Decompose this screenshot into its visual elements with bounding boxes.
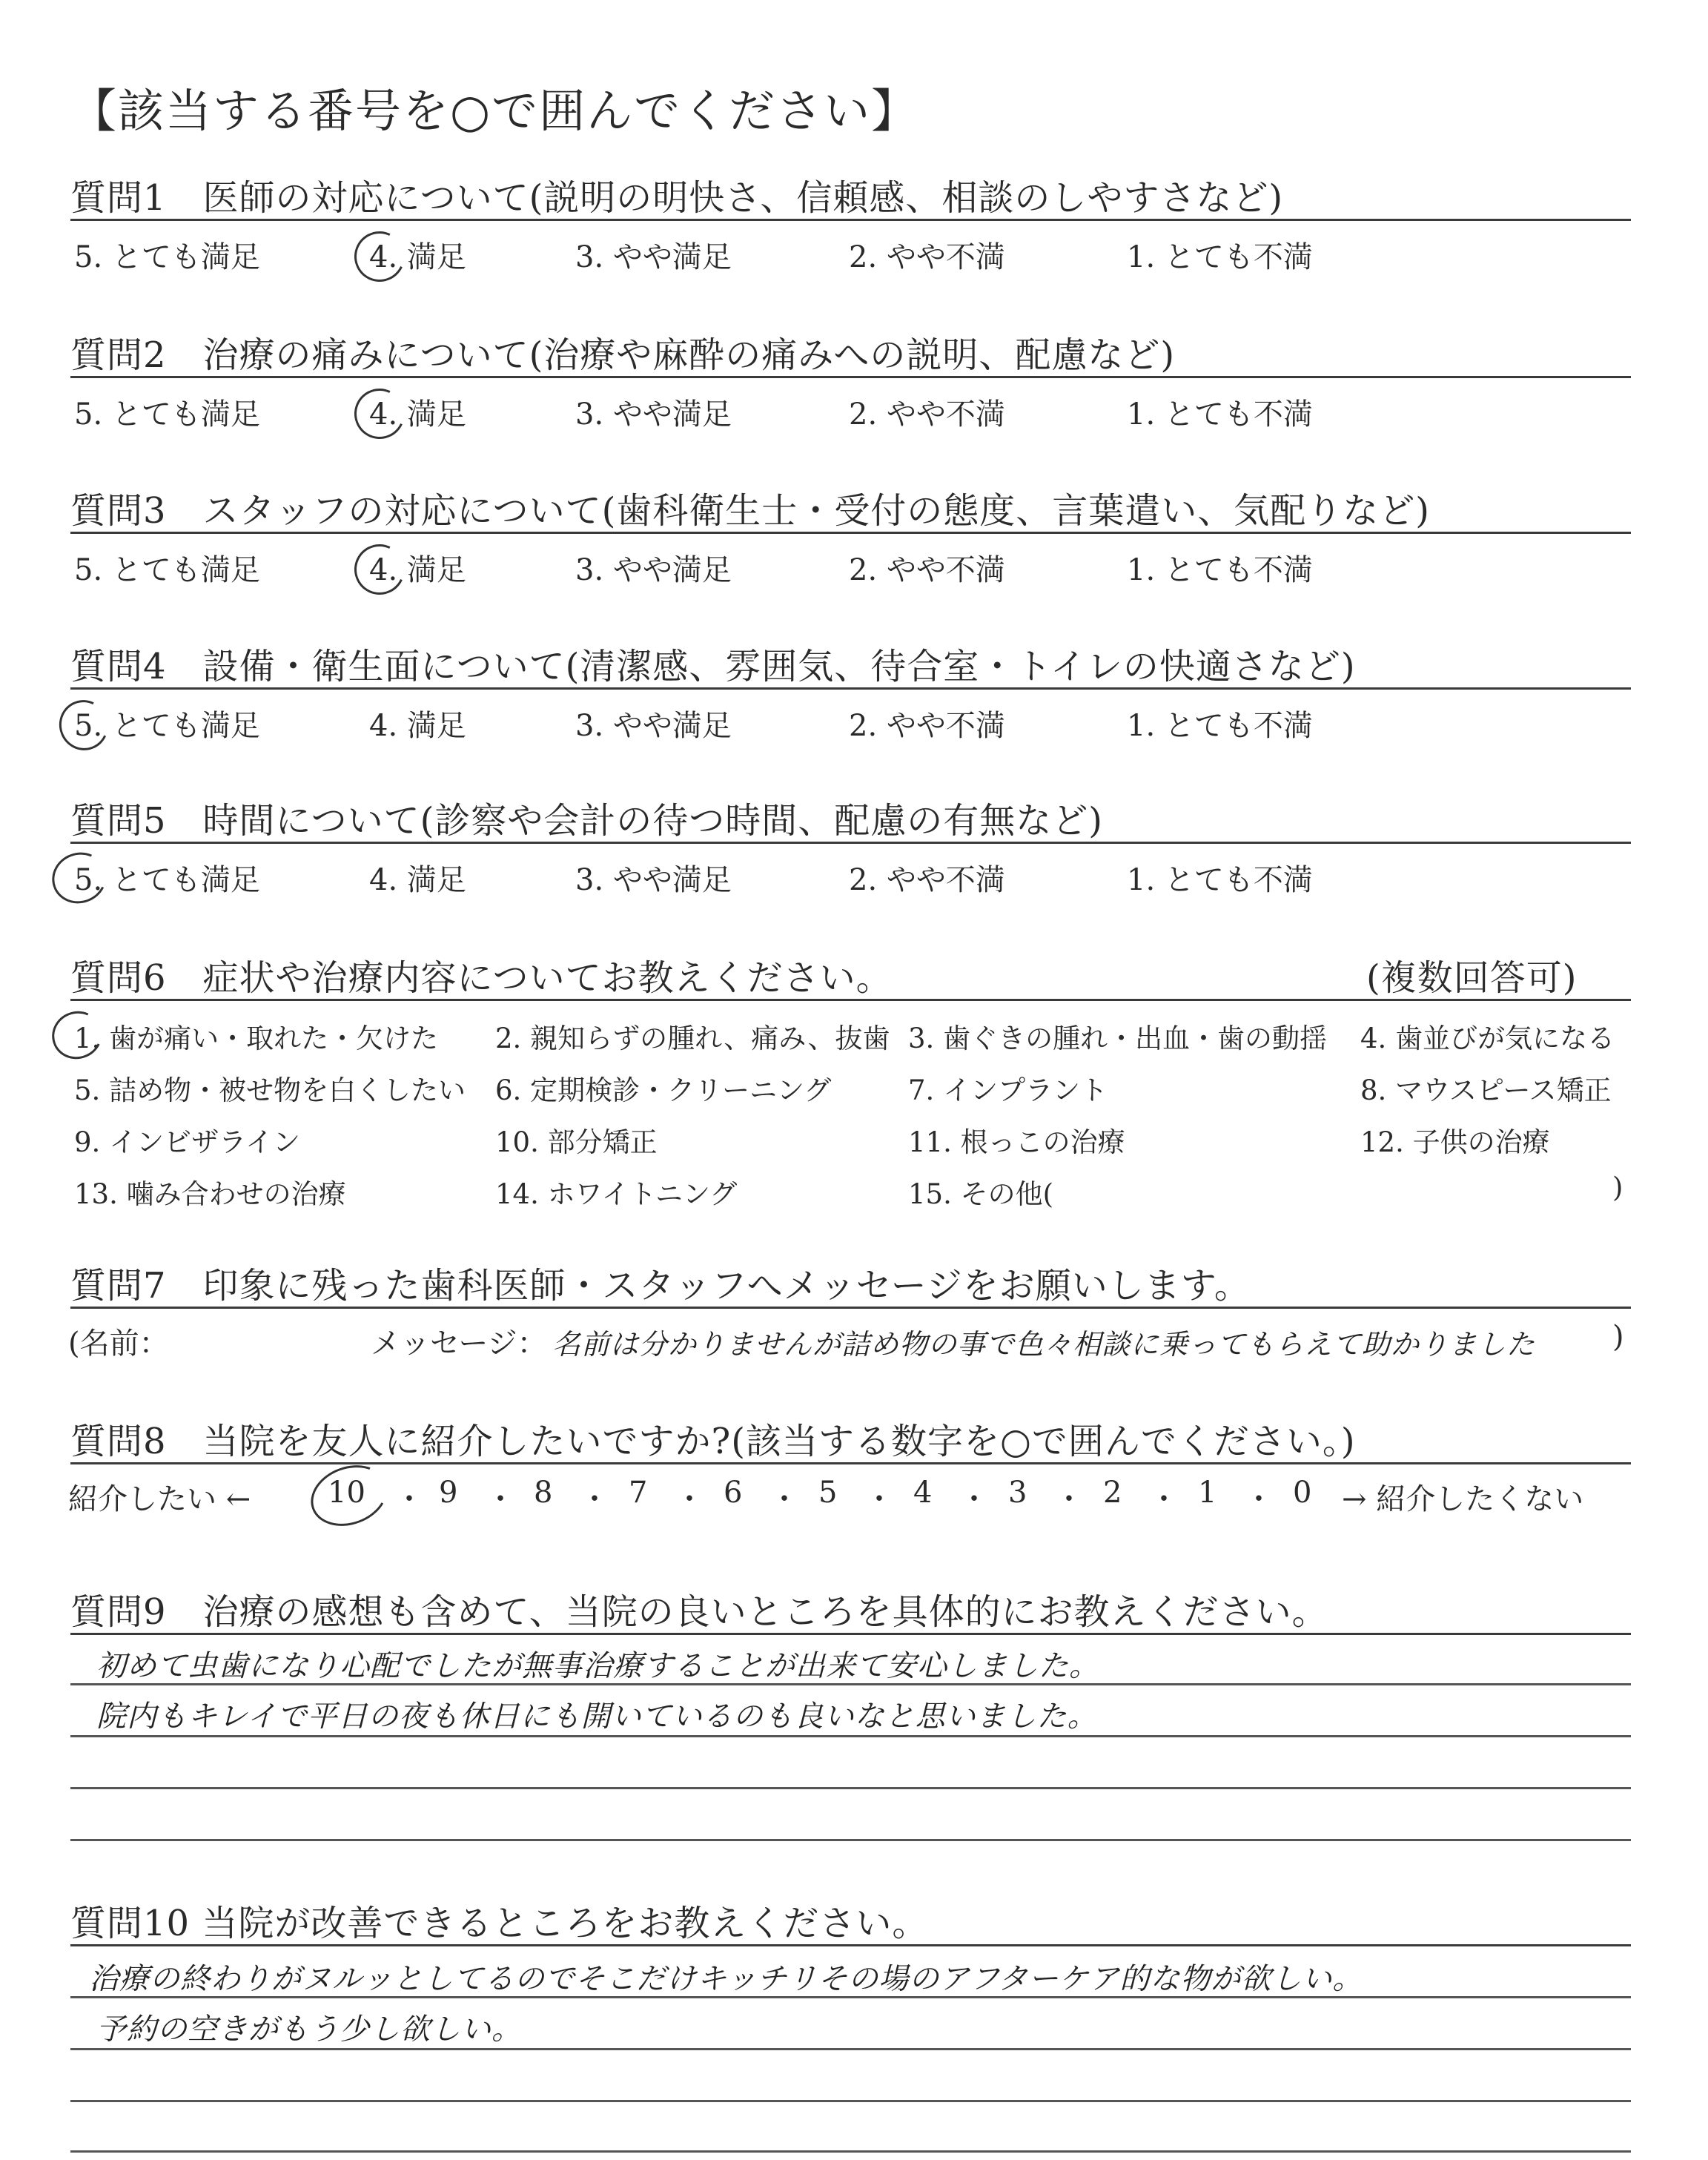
q10-writing-line xyxy=(70,1996,1631,1998)
q10-answer-line-1[interactable]: 治療の終わりがヌルッとしてるのでそこだけキッチリその場のアフターケア的な物が欲しい。 xyxy=(89,1962,1363,1996)
q1-option-2[interactable]: 2. やや不満 xyxy=(849,240,1005,274)
q8-dot: ・ xyxy=(864,1482,894,1516)
q8-score-7[interactable]: 7 xyxy=(629,1476,648,1510)
q3-option-2[interactable]: 2. やや不満 xyxy=(849,553,1005,587)
question-8-heading: 質問8 当院を友人に紹介したいですか?(該当する数字を○で囲んでください。) xyxy=(70,1421,1356,1462)
q4-option-2[interactable]: 2. やや不満 xyxy=(849,709,1005,743)
question-6-note: (複数回答可) xyxy=(1366,957,1578,999)
q6-option-7[interactable]: 7. インプラント xyxy=(908,1074,1108,1106)
question-10-rule xyxy=(70,1944,1631,1946)
q3-option-1[interactable]: 1. とても不満 xyxy=(1127,553,1313,587)
q6-option-12[interactable]: 12. 子供の治療 xyxy=(1360,1126,1550,1158)
q5-option-5[interactable]: 5. とても満足 xyxy=(74,863,260,897)
question-7-rule xyxy=(70,1307,1631,1309)
q10-writing-line xyxy=(70,2150,1631,2153)
q8-dot: ・ xyxy=(394,1482,424,1516)
q2-option-1[interactable]: 1. とても不満 xyxy=(1127,397,1313,432)
q9-writing-line xyxy=(70,1839,1631,1841)
q6-option-2[interactable]: 2. 親知らずの腫れ、痛み、抜歯 xyxy=(495,1023,890,1054)
q6-option-11[interactable]: 11. 根っこの治療 xyxy=(908,1126,1125,1158)
q9-writing-line xyxy=(70,1787,1631,1789)
q8-score-4[interactable]: 4 xyxy=(913,1476,933,1510)
q8-score-1[interactable]: 1 xyxy=(1198,1476,1217,1510)
q10-writing-line xyxy=(70,2100,1631,2102)
question-10-heading: 質問10 当院が改善できるところをお教えください。 xyxy=(70,1903,929,1944)
q5-selection-circle xyxy=(45,845,114,911)
q8-score-6[interactable]: 6 xyxy=(724,1476,743,1510)
q6-option-6[interactable]: 6. 定期検診・クリーニング xyxy=(495,1074,832,1106)
q10-writing-line xyxy=(70,2048,1631,2050)
q6-option-5[interactable]: 5. 詰め物・被せ物を白くしたい xyxy=(74,1074,466,1106)
q8-dot: ・ xyxy=(959,1482,989,1516)
form-title: 【該当する番号を○で囲んでください】 xyxy=(70,84,919,138)
q7-close-paren: ) xyxy=(1612,1320,1624,1354)
question-9-heading: 質問9 治療の感想も含めて、当院の良いところを具体的にお教えください。 xyxy=(70,1591,1328,1633)
q4-option-1[interactable]: 1. とても不満 xyxy=(1127,709,1313,743)
q8-dot: ・ xyxy=(486,1482,515,1516)
q1-option-4[interactable]: 4. 満足 xyxy=(369,240,466,274)
question-2-heading: 質問2 治療の痛みについて(治療や麻酔の痛みへの説明、配慮など) xyxy=(70,334,1176,376)
q7-message-label: メッセージ： xyxy=(371,1327,547,1361)
q2-option-5[interactable]: 5. とても満足 xyxy=(74,397,260,432)
q8-score-9[interactable]: 9 xyxy=(439,1476,458,1510)
q10-answer-line-2[interactable]: 予約の空きがもう少し欲しい。 xyxy=(96,2012,522,2047)
q8-left-label: 紹介したい ← xyxy=(68,1482,251,1516)
q5-option-2[interactable]: 2. やや不満 xyxy=(849,863,1005,897)
q2-option-2[interactable]: 2. やや不満 xyxy=(849,397,1005,432)
q4-option-3[interactable]: 3. やや満足 xyxy=(575,709,732,743)
q1-option-5[interactable]: 5. とても満足 xyxy=(74,240,260,274)
q8-dot: ・ xyxy=(675,1482,704,1516)
question-3-heading: 質問3 スタッフの対応について(歯科衛生士・受付の態度、言葉遣い、気配りなど) xyxy=(70,490,1431,532)
q6-option-10[interactable]: 10. 部分矯正 xyxy=(495,1126,658,1158)
question-9-rule xyxy=(70,1633,1631,1635)
q7-message-answer[interactable]: 名前は分かりませんが詰め物の事で色々相談に乗ってもらえて助かりました xyxy=(552,1328,1536,1361)
q8-score-3[interactable]: 3 xyxy=(1008,1476,1027,1510)
q6-option-15-close: ) xyxy=(1612,1172,1623,1203)
q5-option-4[interactable]: 4. 満足 xyxy=(369,863,466,897)
q2-option-4[interactable]: 4. 満足 xyxy=(369,397,466,432)
q1-option-3[interactable]: 3. やや満足 xyxy=(575,240,732,274)
q6-option-3[interactable]: 3. 歯ぐきの腫れ・出血・歯の動揺 xyxy=(908,1023,1328,1054)
q8-score-8[interactable]: 8 xyxy=(534,1476,553,1510)
question-7-heading: 質問7 印象に残った歯科医師・スタッフへメッセージをお願いします。 xyxy=(70,1265,1251,1307)
question-1-heading: 質問1 医師の対応について(説明の明快さ、信頼感、相談のしやすさなど) xyxy=(70,177,1284,219)
q9-answer-line-2[interactable]: 院内もキレイで平日の夜も休日にも開いているのも良いなと思いました。 xyxy=(96,1700,1098,1734)
q8-dot: ・ xyxy=(1149,1482,1179,1516)
q8-selection-circle xyxy=(302,1455,396,1536)
q6-selection-circle xyxy=(45,1004,109,1066)
question-2-rule xyxy=(70,376,1631,378)
question-6-rule xyxy=(70,999,1631,1001)
q1-option-1[interactable]: 1. とても不満 xyxy=(1127,240,1313,274)
q8-dot: ・ xyxy=(769,1482,799,1516)
q7-name-label: (名前： xyxy=(68,1327,169,1361)
question-4-rule xyxy=(70,687,1631,690)
q8-dot: ・ xyxy=(580,1482,609,1516)
question-6-heading: 質問6 症状や治療内容についてお教えください。 xyxy=(70,957,893,999)
q9-answer-line-1[interactable]: 初めて虫歯になり心配でしたが無事治療することが出来て安心しました。 xyxy=(96,1649,1099,1683)
q4-option-5[interactable]: 5. とても満足 xyxy=(74,709,260,743)
question-5-rule xyxy=(70,842,1631,844)
q6-option-14[interactable]: 14. ホワイトニング xyxy=(495,1178,738,1210)
question-5-heading: 質問5 時間について(診察や会計の待つ時間、配慮の有無など) xyxy=(70,800,1104,842)
q4-option-4[interactable]: 4. 満足 xyxy=(369,709,466,743)
q6-option-13[interactable]: 13. 噛み合わせの治療 xyxy=(74,1178,346,1210)
q6-option-15[interactable]: 15. その他( xyxy=(908,1178,1054,1210)
q8-dot: ・ xyxy=(1054,1482,1084,1516)
q6-option-8[interactable]: 8. マウスピース矯正 xyxy=(1360,1074,1612,1106)
q2-option-3[interactable]: 3. やや満足 xyxy=(575,397,732,432)
question-1-rule xyxy=(70,219,1631,221)
q9-writing-line xyxy=(70,1735,1631,1737)
q8-score-5[interactable]: 5 xyxy=(818,1476,838,1510)
q8-right-label: → 紹介したくない xyxy=(1342,1482,1584,1516)
question-3-rule xyxy=(70,532,1631,534)
q3-option-4[interactable]: 4. 満足 xyxy=(369,553,466,587)
q6-option-4[interactable]: 4. 歯並びが気になる xyxy=(1360,1023,1615,1054)
q8-score-0[interactable]: 0 xyxy=(1293,1476,1312,1510)
q9-writing-line xyxy=(70,1683,1631,1685)
q5-option-3[interactable]: 3. やや満足 xyxy=(575,863,732,897)
q3-option-5[interactable]: 5. とても満足 xyxy=(74,553,260,587)
question-4-heading: 質問4 設備・衛生面について(清潔感、雰囲気、待合室・トイレの快適さなど) xyxy=(70,646,1356,687)
q8-dot: ・ xyxy=(1244,1482,1274,1516)
q8-score-10[interactable]: 10 xyxy=(328,1476,365,1510)
q6-option-9[interactable]: 9. インビザライン xyxy=(74,1126,300,1158)
q5-option-1[interactable]: 1. とても不満 xyxy=(1127,863,1313,897)
question-8-rule xyxy=(70,1462,1631,1464)
q6-option-1[interactable]: 1. 歯が痛い・取れた・欠けた xyxy=(74,1023,439,1054)
q3-option-3[interactable]: 3. やや満足 xyxy=(575,553,732,587)
q8-score-2[interactable]: 2 xyxy=(1103,1476,1122,1510)
